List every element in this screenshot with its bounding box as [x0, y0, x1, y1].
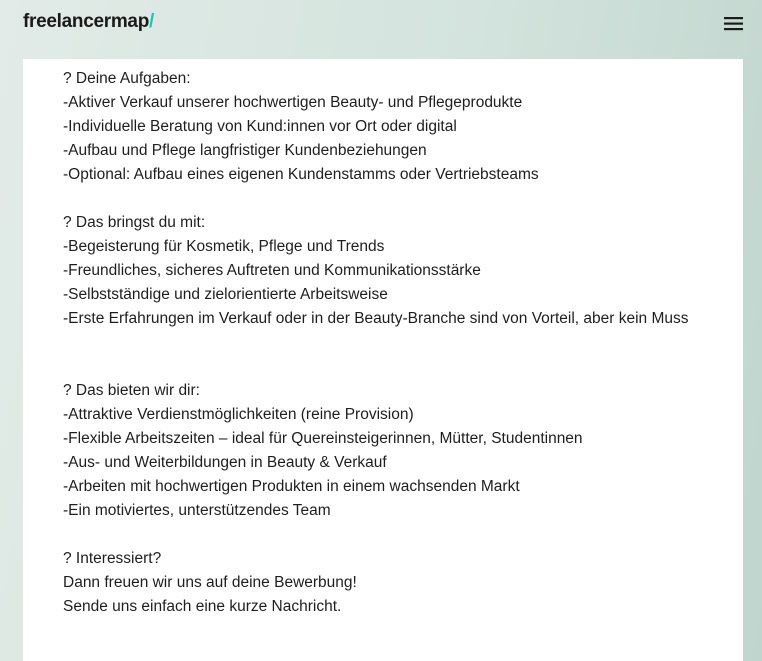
spacer	[63, 523, 703, 547]
spacer	[63, 355, 703, 379]
offer-item: -Ein motiviertes, unterstützendes Team	[63, 502, 331, 519]
freelancermap-logo[interactable]	[23, 11, 154, 33]
requirement-item: -Freundliches, sicheres Auftreten und Kommunikationsstärke	[63, 262, 481, 279]
offer-item: -Arbeiten mit hochwertigen Produkten in einem wachsenden Markt	[63, 478, 520, 495]
job-description-card	[23, 59, 743, 661]
site-header	[0, 0, 762, 58]
contact-heading: ? Interessiert?	[63, 550, 162, 567]
requirement-item: -Selbstständige und zielorientierte Arbeitsweise	[63, 286, 388, 303]
offer-heading: ? Das bieten wir dir:	[63, 382, 200, 399]
spacer	[63, 187, 703, 211]
contact-line: Dann freuen wir uns auf deine Bewerbung!	[63, 574, 357, 591]
task-item: -Aktiver Verkauf unserer hochwertigen Beauty- und Pflegeprodukte	[63, 94, 523, 111]
spacer	[63, 331, 703, 355]
offer-item: -Flexible Arbeitszeiten – ideal für Quereinsteigerinnen, Mütter, Studentinnen	[63, 430, 583, 447]
task-item: -Optional: Aufbau eines eigenen Kundenstamms oder Vertriebsteams	[63, 166, 539, 183]
hamburger-icon	[722, 14, 746, 34]
offer-item: -Aus- und Weiterbildungen in Beauty & Verkauf	[63, 454, 387, 471]
menu-button[interactable]	[722, 14, 746, 34]
contact-line: Sende uns einfach eine kurze Nachricht.	[63, 598, 342, 615]
logo-text: freelancermap	[23, 11, 150, 32]
requirement-item: -Erste Erfahrungen im Verkauf oder in der Beauty-Branche sind von Vorteil, aber kein Muss	[63, 310, 689, 327]
requirement-item: -Begeisterung für Kosmetik, Pflege und Trends	[63, 238, 385, 255]
tasks-heading: ? Deine Aufgaben:	[63, 70, 191, 87]
logo-accent-slash: /	[149, 11, 154, 32]
task-item: -Individuelle Beratung von Kund:innen vor Ort oder digital	[63, 118, 457, 135]
offer-item: -Attraktive Verdienstmöglichkeiten (reine Provision)	[63, 406, 414, 423]
job-description-text	[63, 67, 703, 619]
task-item: -Aufbau und Pflege langfristiger Kundenbeziehungen	[63, 142, 427, 159]
requirements-heading: ? Das bringst du mit:	[63, 214, 206, 231]
